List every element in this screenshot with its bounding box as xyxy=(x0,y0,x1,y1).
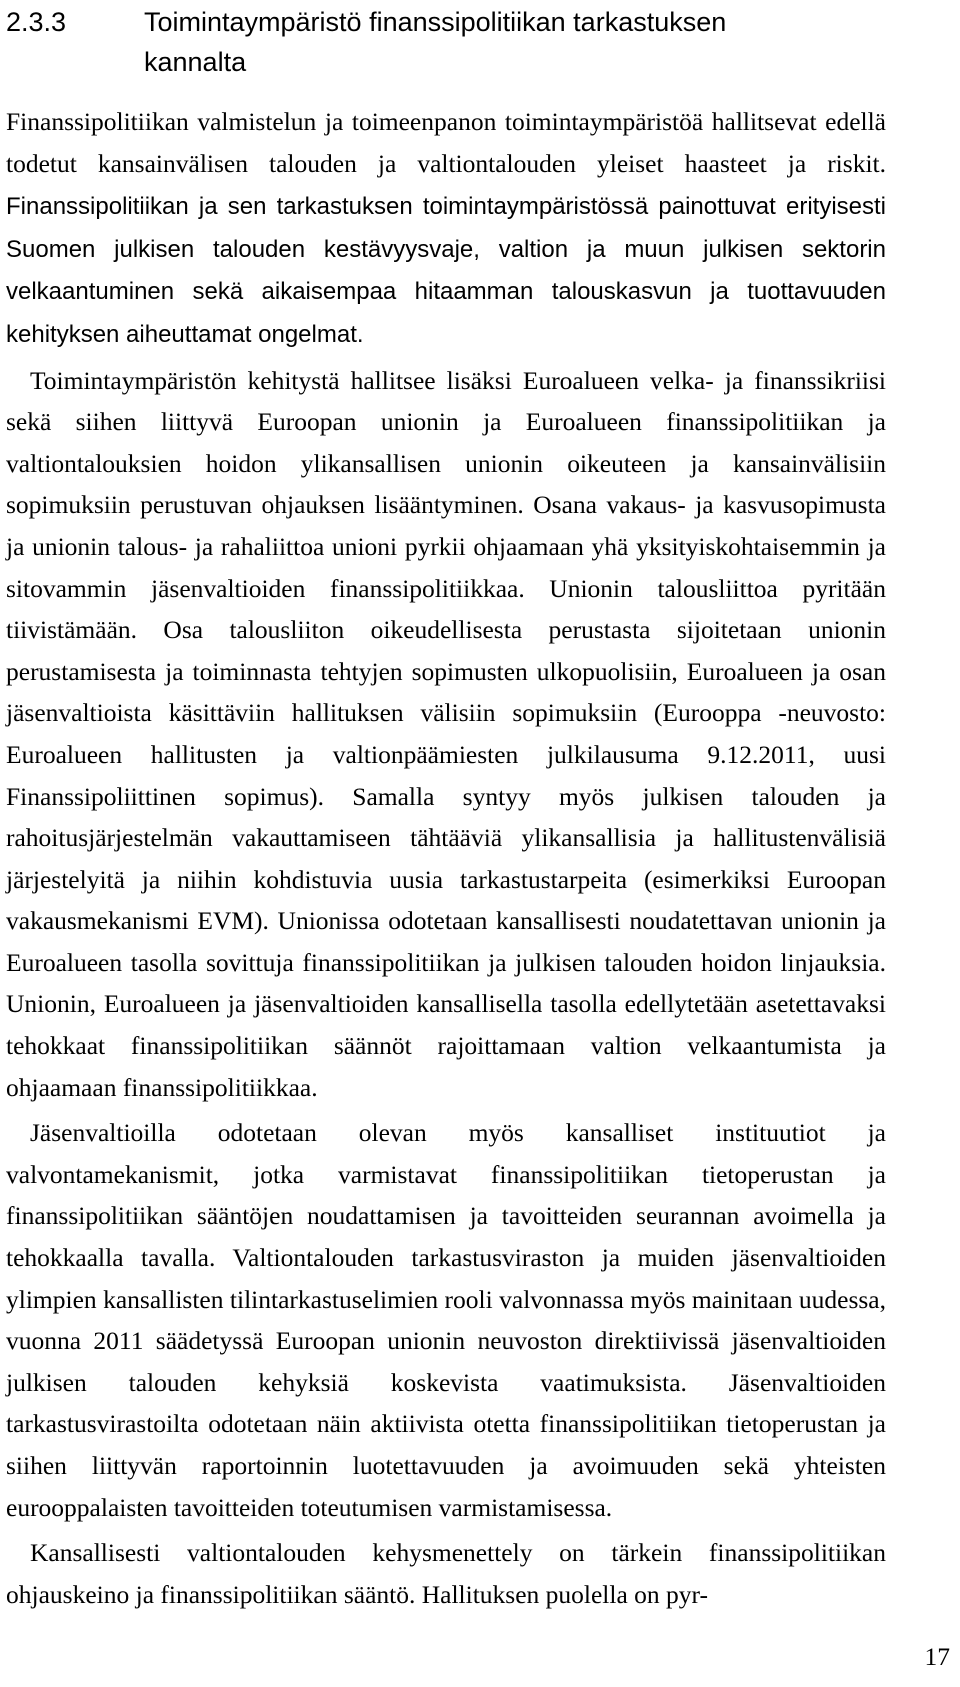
paragraph-1 xyxy=(6,101,886,356)
paragraph-1-sans: Finanssipolitiikan ja sen tarkastuksen toimintaympäristössä painottuvat erityisesti Suomen julkisen talouden kestävyysvaje, valtion ja muun julkisen sektorin velkaantuminen sekä aikaisempaa hitaamman talouskasvun ja tuottavuuden kehityksen aiheuttamat ongelmat. xyxy=(6,193,886,348)
body-text xyxy=(6,101,886,1615)
section-title-line2: kannalta xyxy=(144,47,247,77)
page-number: 17 xyxy=(924,1642,950,1671)
paragraph-1-serif: Finanssipolitiikan valmistelun ja toimeenpanon toimintaympäristöä hallitsevat edellä todetut kansainvälisen talouden ja valtiontalouden yleiset haasteet ja riskit. xyxy=(6,107,886,178)
section-number: 2.3.3 xyxy=(6,7,67,37)
paragraph-2: Toimintaympäristön kehitystä hallitsee lisäksi Euroalueen velka- ja finanssikriisi sekä siihen liittyvä Euroopan unionin ja Euroalueen finanssipolitiikan ja valtiontalouksien hoidon ylikansallisen unionin oikeuteen ja kansainvälisiin sopimuksiin perustuvan ohjauksen lisääntyminen. Osana vakaus- ja kasvusopimusta ja unionin talous- ja rahaliittoa unioni pyrkii ohjaamaan yhä yksityiskohtaisemmin ja sitovammin jäsenvaltioiden finanssipolitiikkaa. Unionin talousliittoa pyritään tiivistämään. Osa talousliiton oikeudellisesta perustasta sijoitetaan unionin perustamisesta ja toiminnasta tehtyjen sopimusten ulkopuolisiin, Euroalueen ja osan jäsenvaltioista käsittäviin hallituksen välisiin sopimuksiin (Eurooppa -neuvosto: Euroalueen hallitusten ja valtionpäämiesten julkilausuma 9.12.2011, uusi Finanssipoliittinen sopimus). Samalla syntyy myös julkisen talouden ja rahoitusjärjestelmän vakauttamiseen tähtääviä ylikansallisia ja hallitustenvälisiä järjestelyitä ja niihin kohdistuvia uusia tarkastustarpeita (esimerkiksi Euroopan vakausmekanismi EVM). Unionissa odotetaan kansallisesti noudatettavan unionin ja Euroalueen tasolla sovittuja finanssipolitiikan ja julkisen talouden hoidon linjauksia. Unionin, Euroalueen ja jäsenvaltioiden kansallisella tasolla edellytetään asetettavaksi tehokkaat finanssipolitiikan säännöt rajoittamaan valtion velkaantumista ja ohjaamaan finanssipolitiikkaa. xyxy=(6,365,886,1102)
section-title-line1: Toimintaympäristö finanssipolitiikan tarkastuksen xyxy=(144,7,727,37)
section-heading xyxy=(6,2,946,82)
paragraph-3: Jäsenvaltioilla odotetaan olevan myös kansalliset instituutiot ja valvontamekanismit, jotka varmistavat finanssipolitiikan tietoperustan ja finanssipolitiikan sääntöjen noudattamisen ja tavoitteiden seurannan avoimella ja tehokkaalla tavalla. Valtiontalouden tarkastusviraston ja muiden jäsenvaltioiden ylimpien kansallisten tilintarkastuselimien rooli valvonnassa myös mainitaan uudessa, vuonna 2011 säädetyssä Euroopan unionin neuvoston direktiivissä jäsenvaltioiden julkisen talouden kehyksiä koskevista vaatimuksista. Jäsenvaltioiden tarkastusvirastoilta odotetaan näin aktiivista otetta finanssipolitiikan tietoperustan ja siihen liittyvän raportoinnin luotettavuuden ja avoimuuden sekä yhteisten eurooppalaisten tavoitteiden toteutumisen varmistamisessa. xyxy=(6,1118,886,1522)
paragraph-4: Kansallisesti valtiontalouden kehysmenettely on tärkein finanssipolitiikan ohjauskeino ja finanssipolitiikan sääntö. Hallituksen puolella on pyr- xyxy=(6,1538,886,1609)
